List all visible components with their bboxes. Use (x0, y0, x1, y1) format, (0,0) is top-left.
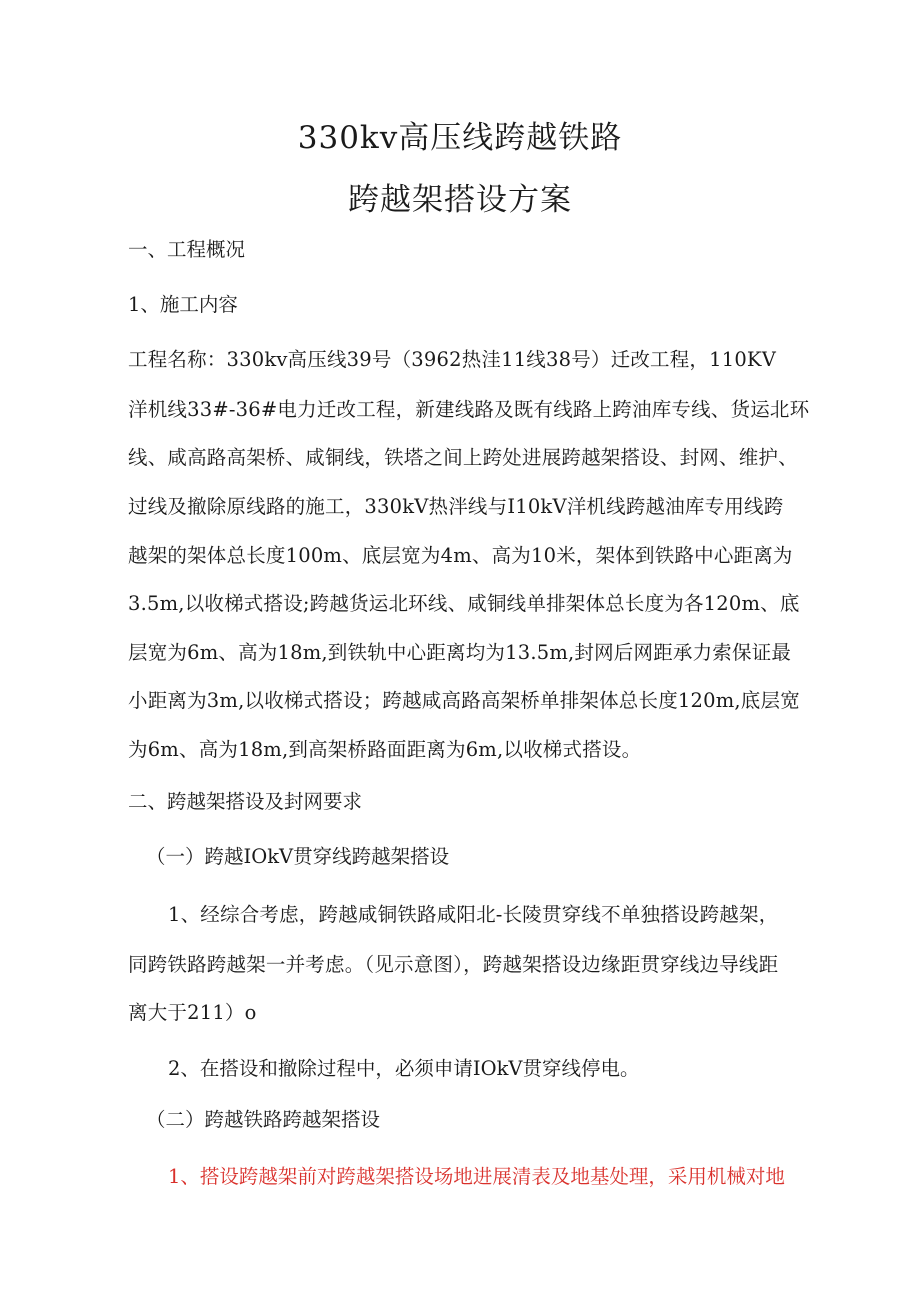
subsection-heading-construction-content: 1、施工内容 (128, 293, 238, 316)
document-title-line-2: 跨越架搭设方案 (348, 182, 572, 218)
paragraph-line: 为6m、高为18m,到高架桥路面距离为6m,以收梯式搭设。 (128, 738, 642, 761)
list-item-line: 同跨铁路跨越架一并考虑。（见示意图），跨越架搭设边缘距贯穿线边导线距 (128, 953, 779, 976)
section-heading-crossing-frame: 二、跨越架搭设及封网要求 (128, 790, 363, 813)
list-item-line: 离大于211）o (128, 1001, 257, 1024)
subsection-heading-10kv-crossing: （一）跨越IOkV贯穿线跨越架搭设 (146, 845, 450, 868)
paragraph-line: 工程名称：330kv高压线39号（3962热洼11线38号）迁改工程，110KV (128, 348, 776, 371)
list-item-line: 1、经综合考虑，跨越咸铜铁路咸阳北-长陵贯穿线不单独搭设跨越架， (168, 903, 779, 926)
paragraph-line: 线、咸高路高架桥、咸铜线，铁塔之间上跨处进展跨越架搭设、封网、维护、 (128, 446, 798, 469)
list-item-2: 2、在搭设和撤除过程中，必须申请IOkV贯穿线停电。 (168, 1057, 640, 1080)
document-title-line-1: 330kv高压线跨越铁路 (297, 120, 623, 156)
paragraph-line: 越架的架体总长度100m、底层宽为4m、高为10米，架体到铁路中心距离为 (128, 544, 793, 567)
list-item-highlighted: 1、搭设跨越架前对跨越架搭设场地进展清表及地基处理，采用机械对地 (168, 1165, 785, 1188)
paragraph-line: 3.5m,以收梯式搭设;跨越货运北环线、咸铜线单排架体总长度为各120m、底 (128, 592, 800, 615)
paragraph-line: 小距离为3m,以收梯式搭设；跨越咸高路高架桥单排架体总长度120m,底层宽 (128, 689, 800, 712)
paragraph-line: 过线及撤除原线路的施工，330kV热泮线与I10kV洋机线跨越油库专用线跨 (128, 495, 784, 518)
section-heading-overview: 一、工程概况 (128, 238, 246, 261)
subsection-heading-railway-crossing: （二）跨越铁路跨越架搭设 (146, 1108, 381, 1131)
paragraph-line: 洋机线33#-36#电力迁改工程，新建线路及既有线路上跨油库专线、货运北环 (128, 398, 810, 421)
paragraph-line: 层宽为6m、高为18m,到铁轨中心距离均为13.5m,封网后网距承力索保证最 (128, 641, 792, 664)
